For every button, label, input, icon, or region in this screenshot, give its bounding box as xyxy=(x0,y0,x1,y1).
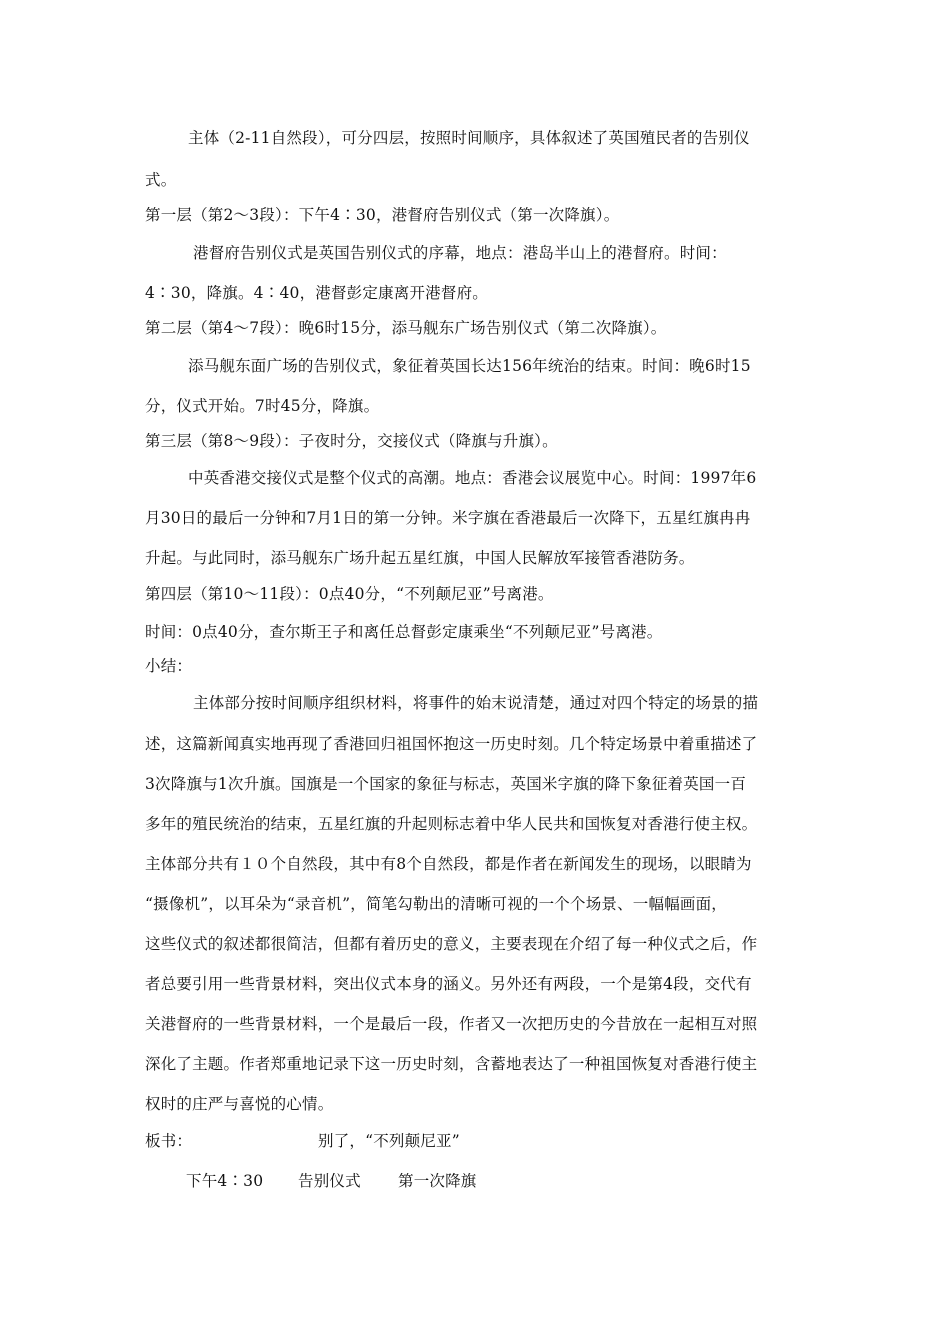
layer-4-line: 时间：0点40分，查尔斯王子和离任总督彭定康乘坐“不列颠尼亚”号离港。 xyxy=(145,623,663,641)
summary-line: 权时的庄严与喜悦的心情。 xyxy=(145,1095,334,1113)
blackboard-event: 告别仪式 xyxy=(298,1172,361,1190)
blackboard-label: 板书： xyxy=(145,1132,193,1150)
blackboard-flag: 第一次降旗 xyxy=(398,1172,477,1190)
summary-line: “摄像机”，以耳朵为“录音机”，简笔勾勒出的清晰可视的一个个场景、一幅幅画面， xyxy=(145,895,727,913)
summary-line: 3次降旗与1次升旗。国旗是一个国家的象征与标志，英国米字旗的降下象征着英国一百 xyxy=(145,775,747,793)
paragraph-intro-line: 式。 xyxy=(145,171,177,189)
layer-1-heading: 第一层（第2～3段）：下午4∶30，港督府告别仪式（第一次降旗）。 xyxy=(145,206,620,224)
summary-line: 关港督府的一些背景材料，一个是最后一段，作者又一次把历史的今昔放在一起相互对照 xyxy=(145,1015,758,1033)
summary-line: 主体部分共有１０个自然段，其中有8个自然段，都是作者在新闻发生的现场，以眼睛为 xyxy=(145,855,752,873)
layer-2-line: 分，仪式开始。7时45分，降旗。 xyxy=(145,397,380,415)
layer-4-heading: 第四层（第10～11段）：0点40分，“不列颠尼亚”号离港。 xyxy=(145,585,554,603)
summary-line: 这些仪式的叙述都很简洁，但都有着历史的意义，主要表现在介绍了每一种仪式之后，作 xyxy=(145,935,758,953)
blackboard-time: 下午4∶30 xyxy=(186,1172,264,1190)
summary-line: 主体部分按时间顺序组织材料，将事件的始末说清楚，通过对四个特定的场景的描 xyxy=(193,694,759,712)
summary-line: 者总要引用一些背景材料，突出仪式本身的涵义。另外还有两段，一个是第4段，交代有 xyxy=(145,975,752,993)
summary-line: 深化了主题。作者郑重地记录下这一历史时刻，含蓄地表达了一种祖国恢复对香港行使主 xyxy=(145,1055,758,1073)
layer-3-heading: 第三层（第8～9段）：子夜时分，交接仪式（降旗与升旗）。 xyxy=(145,432,558,450)
layer-3-line: 升起。与此同时，添马舰东广场升起五星红旗，中国人民解放军接管香港防务。 xyxy=(145,549,695,567)
summary-heading: 小结： xyxy=(145,657,193,675)
layer-2-line: 添马舰东面广场的告别仪式，象征着英国长达156年统治的结束。时间：晚6时15 xyxy=(188,357,751,375)
layer-3-line: 月30日的最后一分钟和7月1日的第一分钟。米字旗在香港最后一次降下，五星红旗冉冉 xyxy=(145,509,751,527)
layer-1-line: 4∶30，降旗。4∶40，港督彭定康离开港督府。 xyxy=(145,284,488,302)
summary-line: 多年的殖民统治的结束，五星红旗的升起则标志着中华人民共和国恢复对香港行使主权。 xyxy=(145,815,758,833)
paragraph-intro-line: 主体（2-11自然段），可分四层，按照时间顺序，具体叙述了英国殖民者的告别仪 xyxy=(188,129,750,147)
layer-3-line: 中英香港交接仪式是整个仪式的高潮。地点：香港会议展览中心。时间：1997年6 xyxy=(188,469,757,487)
summary-line: 述，这篇新闻真实地再现了香港回归祖国怀抱这一历史时刻。几个特定场景中着重描述了 xyxy=(145,735,758,753)
blackboard-title: 别了，“不列颠尼亚” xyxy=(318,1132,460,1150)
layer-2-heading: 第二层（第4～7段）：晚6时15分，添马舰东广场告别仪式（第二次降旗）。 xyxy=(145,319,667,337)
layer-1-line: 港督府告别仪式是英国告别仪式的序幕，地点：港岛半山上的港督府。时间： xyxy=(193,244,727,262)
